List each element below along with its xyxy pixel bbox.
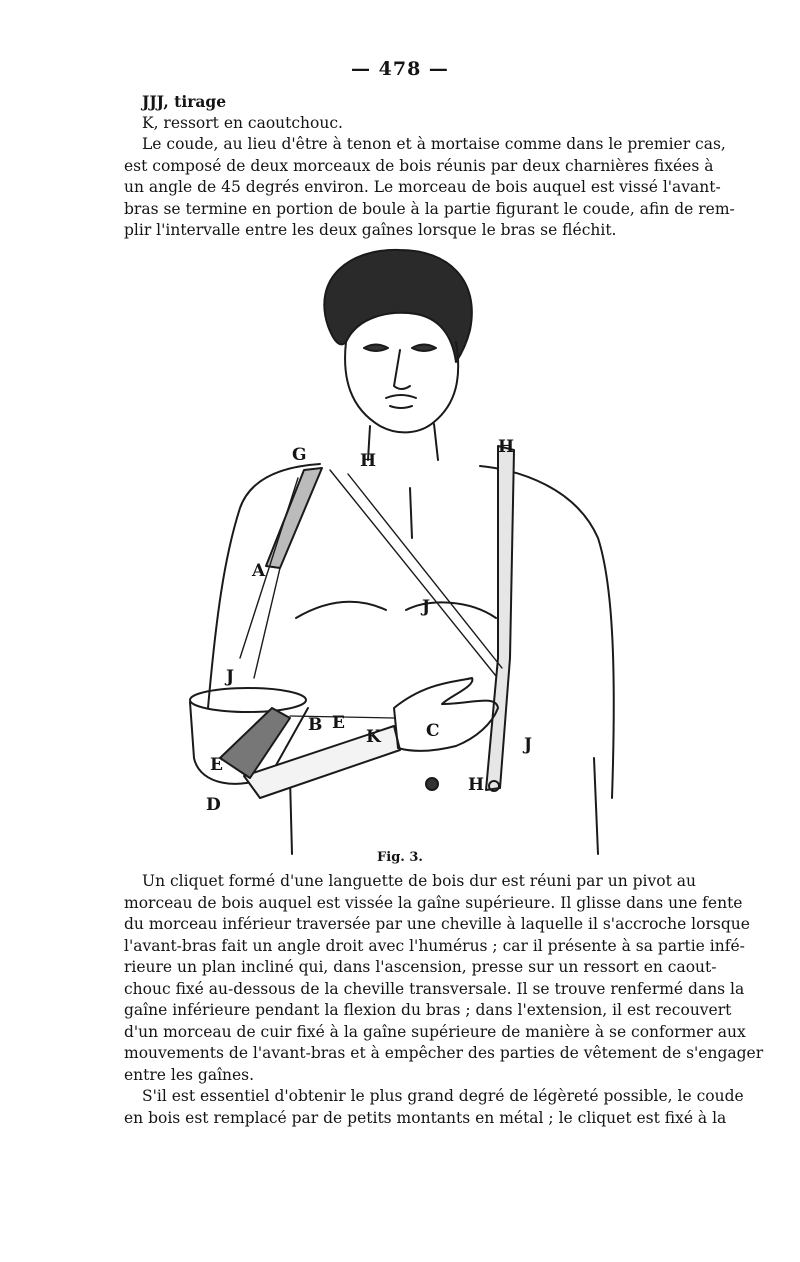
label-j-arm: J [226,667,235,687]
text-line: entre les gaînes. [124,1065,255,1084]
label-k: K [366,727,381,747]
text-line: chouc fixé au-dessous de la cheville transversale. Il se trouve renfermé dans la [124,979,745,998]
text-line: Un cliquet formé d'une languette de bois dur est réuni par un pivot au [142,872,696,890]
text-line: d'un morceau de cuir fixé à la gaîne supérieure de manière à se conformer aux [124,1022,746,1041]
top-paragraph [124,91,735,242]
nose [394,350,410,389]
right-eye [412,345,436,352]
label-b: B [308,715,323,735]
label-j-side: J [524,735,533,755]
label-e-elbow: E [210,755,223,775]
text-line: rieure un plan incliné qui, dans l'ascension, presse sur un ressort en caout- [124,958,717,976]
text-line: JJJ, tirage [142,92,227,111]
label-e: E [332,713,345,733]
label-j-chest: J [422,597,431,617]
figure-prosthetic-arm-illustration [180,238,620,858]
neck [368,424,438,460]
text-line: un angle de 45 degrés environ. Le morceau de bois auquel est vissé l'avant- [124,178,721,196]
mouth-mustache [386,395,416,408]
face-outline [345,342,458,432]
text-line: K, ressort en caoutchouc. [142,113,343,132]
text-line: du morceau inférieur traversée par une cheville à laquelle il s'accroche lorsque [124,915,750,933]
label-h-hip: H [468,775,485,795]
strap-j [330,470,502,676]
bottom-paragraph [124,871,764,1129]
text-line: plir l'intervalle entre les deux gaînes lorsque le bras se fléchit. [124,221,617,239]
text-line: S'il est essentiel d'obtenir le plus grand degré de légèreté possible, le coude [142,1087,744,1105]
strap-h [486,446,514,790]
label-a: A [252,561,266,581]
belt-button [426,778,438,790]
label-g: G [292,445,307,465]
label-h-neck: H [360,451,377,471]
label-h-shoulder: H [498,437,515,457]
hand [394,678,498,751]
page-number: — 478 — [351,58,449,80]
text-line: en bois est remplacé par de petits montants en métal ; le cliquet est fixé à la [124,1108,727,1127]
left-eye [364,345,388,352]
upper-arm-band [190,688,306,712]
text-line: bras se termine en portion de boule à la partie figurant le coude, afin de rem- [124,199,735,218]
text-line: Le coude, au lieu d'être à tenon et à mortaise comme dans le premier cas, [142,135,726,153]
text-line: gaîne inférieure pendant la flexion du bras ; dans l'extension, il est recouvert [124,1001,732,1019]
text-line: l'avant-bras fait un angle droit avec l'humérus ; car il présente à sa partie infé- [124,936,745,955]
text-line: morceau de bois auquel est vissée la gaîne supérieure. Il glisse dans une fente [124,893,743,912]
label-c: C [426,721,440,741]
figure-caption: Fig. 3. [377,850,423,865]
text-line: est composé de deux morceaux de bois réunis par deux charnières fixées à [124,156,714,175]
label-d: D [206,795,221,815]
text-line: mouvements de l'avant-bras et à empêcher des parties de vêtement de s'engager [124,1044,764,1062]
